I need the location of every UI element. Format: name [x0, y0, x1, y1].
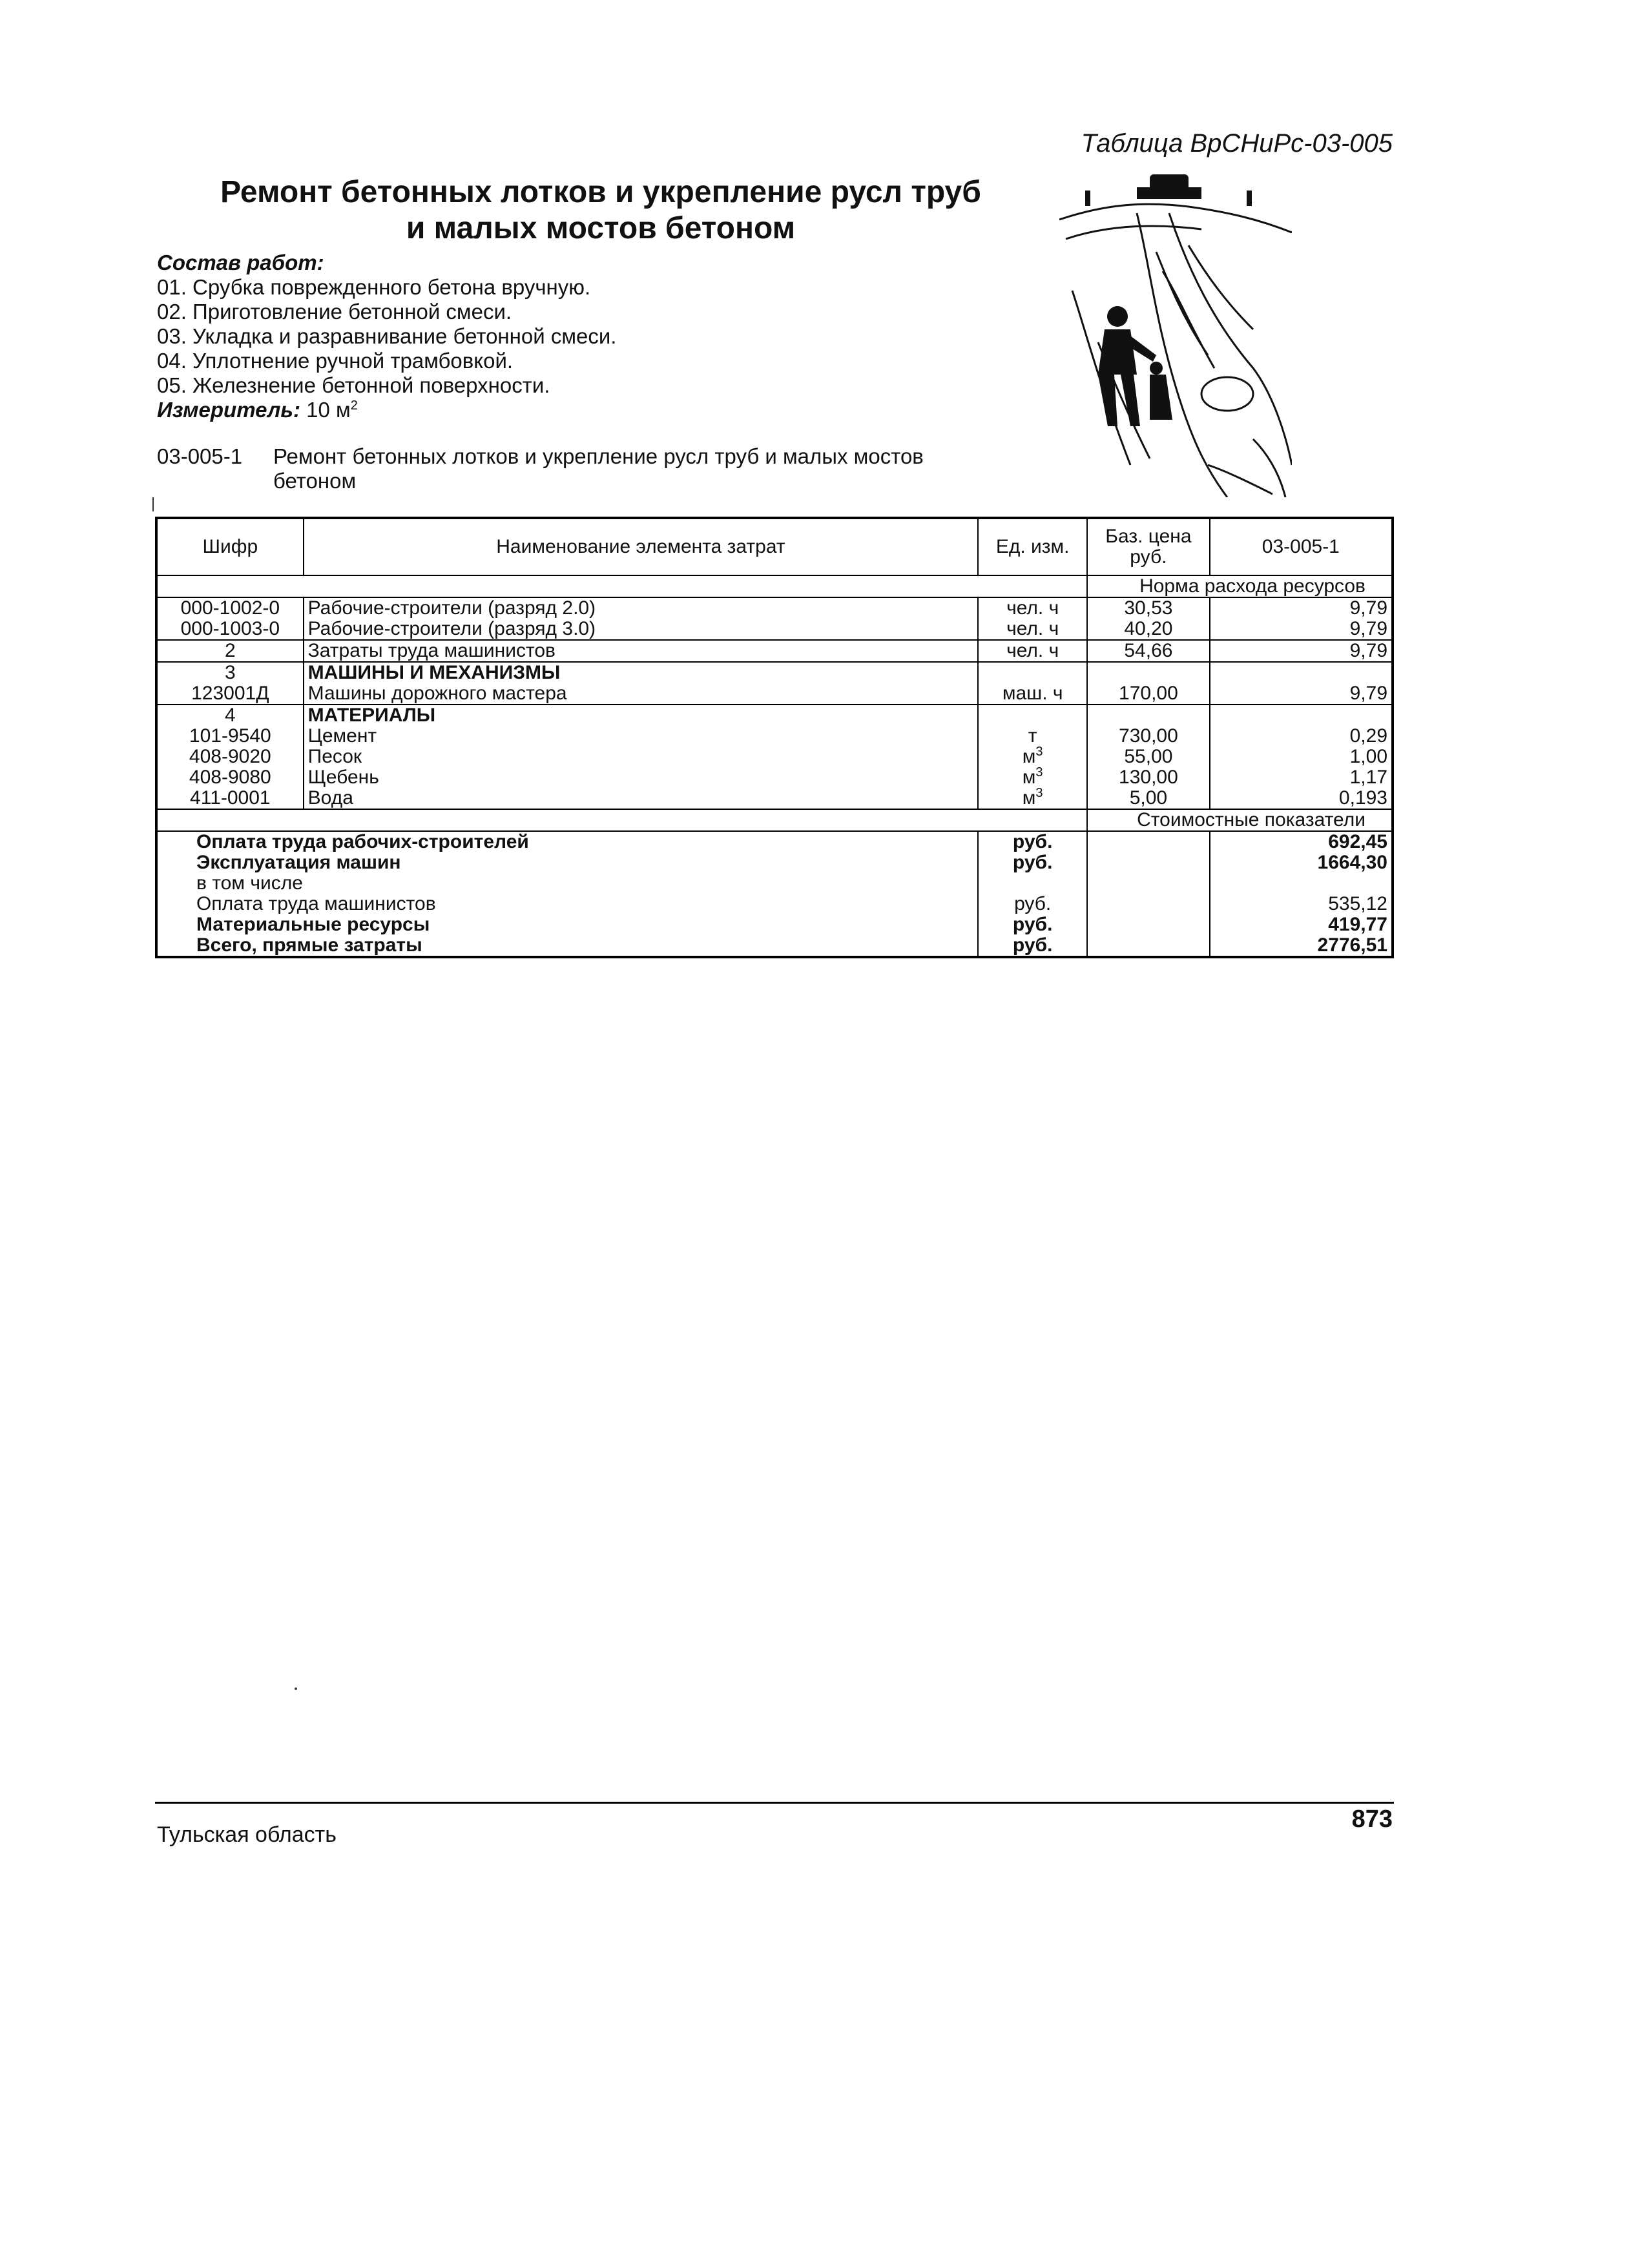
section-costs: Стоимостные показатели — [1087, 809, 1393, 831]
material-unit: м — [1022, 746, 1036, 767]
cost-unit: руб. — [1014, 893, 1052, 914]
header-price — [1087, 518, 1210, 575]
work-item: 05. Железнение бетонной поверхности. — [157, 373, 550, 397]
material-norm: 0,193 — [1338, 787, 1387, 809]
table-row — [156, 705, 1393, 809]
material-name: Цемент — [307, 725, 377, 747]
materials-units — [978, 705, 1087, 809]
header-code: Шифр — [156, 518, 304, 575]
cost-price-empty — [1087, 831, 1210, 957]
labor-code: 000-1002-0 — [180, 597, 280, 619]
machines-names — [304, 662, 979, 705]
materials-codes — [156, 705, 304, 809]
labor-price: 30,53 — [1124, 597, 1173, 619]
machines-norm: 9,79 — [1349, 683, 1387, 704]
machines-group-code: 3 — [224, 662, 236, 683]
table-row — [156, 831, 1393, 957]
measure-line — [157, 398, 616, 422]
material-price: 130,00 — [1119, 767, 1178, 788]
machines-codes — [156, 662, 304, 705]
drivers-name: Затраты труда машинистов — [304, 640, 979, 662]
machines-unit-cell — [978, 662, 1087, 705]
cost-value: 2776,51 — [1317, 934, 1387, 956]
material-unit-sup: 3 — [1035, 765, 1043, 779]
machines-norm-cell — [1210, 662, 1393, 705]
cost-name: Материальные ресурсы — [196, 914, 430, 935]
cost-unit: руб. — [1012, 914, 1053, 935]
material-name: Песок — [307, 746, 362, 767]
cost-table — [155, 517, 1394, 958]
footer-region: Тульская область — [157, 1822, 337, 1847]
table-header-row — [156, 518, 1393, 575]
materials-group-name: МАТЕРИАЛЫ — [307, 705, 436, 726]
material-code: 411-0001 — [190, 787, 271, 809]
drivers-unit: чел. ч — [978, 640, 1087, 662]
labor-unit: чел. ч — [1006, 597, 1059, 619]
scan-mark — [152, 497, 154, 511]
machines-price: 170,00 — [1119, 683, 1178, 704]
table-row — [156, 640, 1393, 662]
cost-name: Всего, прямые затраты — [196, 934, 422, 956]
materials-prices — [1087, 705, 1210, 809]
material-unit: м — [1022, 787, 1036, 809]
footer-divider — [155, 1802, 1394, 1804]
materials-group-code: 4 — [224, 705, 236, 726]
item-text-1: Ремонт бетонных лотков и укрепление русл труб и малых мостов — [273, 444, 924, 468]
cost-value: 535,12 — [1328, 893, 1387, 914]
work-item: 04. Уплотнение ручной трамбовкой. — [157, 349, 514, 373]
drivers-code: 2 — [156, 640, 304, 662]
labor-codes — [156, 597, 304, 640]
material-code: 408-9020 — [189, 746, 271, 767]
material-unit-sup: 3 — [1035, 745, 1043, 759]
machines-code: 123001Д — [191, 683, 269, 704]
material-price: 730,00 — [1119, 725, 1178, 747]
machines-price-cell — [1087, 662, 1210, 705]
material-norm: 1,17 — [1349, 767, 1387, 788]
work-item: 03. Укладка и разравнивание бетонной смеси. — [157, 324, 617, 348]
machines-group-name: МАШИНЫ И МЕХАНИЗМЫ — [307, 662, 561, 683]
cost-unit: руб. — [1012, 831, 1053, 852]
scan-dot — [295, 1687, 297, 1690]
cost-unit: руб. — [1012, 934, 1053, 956]
labor-name: Рабочие-строители (разряд 2.0) — [307, 597, 596, 619]
item-text-2: бетоном — [273, 469, 357, 493]
labor-norm: 9,79 — [1349, 597, 1387, 619]
labor-norms — [1210, 597, 1393, 640]
machines-unit: маш. ч — [1002, 683, 1063, 704]
cost-value: 692,45 — [1328, 831, 1387, 852]
section-norms: Норма расхода ресурсов — [1087, 575, 1393, 597]
materials-names — [304, 705, 979, 809]
material-name: Щебень — [307, 767, 379, 788]
work-composition — [157, 251, 616, 422]
labor-name: Рабочие-строители (разряд 3.0) — [307, 618, 596, 639]
materials-norms — [1210, 705, 1393, 809]
table-row — [156, 597, 1393, 640]
material-norm: 1,00 — [1349, 746, 1387, 767]
cost-name: в том числе — [196, 872, 303, 894]
drivers-norm: 9,79 — [1210, 640, 1393, 662]
material-price: 5,00 — [1129, 787, 1168, 809]
material-name: Вода — [307, 787, 353, 809]
labor-names — [304, 597, 979, 640]
labor-units — [978, 597, 1087, 640]
material-unit: м — [1022, 767, 1036, 788]
section-row-norms — [156, 575, 1393, 597]
table-label: Таблица ВрСНиРс-03-005 — [1081, 129, 1393, 158]
table-row — [156, 662, 1393, 705]
cost-name: Оплата труда машинистов — [196, 893, 436, 914]
material-code: 408-9080 — [189, 767, 271, 788]
drivers-price: 54,66 — [1087, 640, 1210, 662]
measure-value: 10 м — [306, 398, 351, 422]
page-title — [161, 174, 1040, 247]
header-price-line-2: руб. — [1130, 546, 1167, 568]
header-name: Наименование элемента затрат — [304, 518, 979, 575]
labor-norm: 9,79 — [1349, 618, 1387, 639]
material-unit: т — [1028, 725, 1037, 747]
measure-label: Измеритель: — [157, 398, 300, 422]
cost-name: Оплата труда рабочих-строителей — [196, 831, 529, 852]
header-unit: Ед. изм. — [978, 518, 1087, 575]
material-unit-sup: 3 — [1035, 786, 1043, 800]
cost-units — [978, 831, 1087, 957]
cost-values — [1210, 831, 1393, 957]
labor-unit: чел. ч — [1006, 618, 1059, 639]
cost-names — [156, 831, 978, 957]
header-norm: 03-005-1 — [1210, 518, 1393, 575]
labor-prices — [1087, 597, 1210, 640]
cost-name: Эксплуатация машин — [196, 852, 401, 873]
item-description — [157, 444, 924, 493]
section-spacer — [156, 809, 1087, 831]
work-heading: Состав работ: — [157, 251, 324, 274]
section-row-costs — [156, 809, 1393, 831]
labor-code: 000-1003-0 — [180, 618, 280, 639]
material-price: 55,00 — [1124, 746, 1173, 767]
cost-unit: руб. — [1012, 852, 1053, 873]
cost-value: 1664,30 — [1317, 852, 1387, 873]
title-line-2: и малых мостов бетоном — [406, 211, 796, 245]
item-code: 03-005-1 — [157, 444, 243, 468]
work-item: 02. Приготовление бетонной смеси. — [157, 300, 512, 324]
title-line-1: Ремонт бетонных лотков и укрепление русл труб — [220, 175, 981, 209]
section-spacer — [156, 575, 1087, 597]
cost-value: 419,77 — [1328, 914, 1387, 935]
header-price-line-1: Баз. цена — [1105, 526, 1192, 547]
workers-illustration — [1059, 161, 1292, 497]
measure-sup: 2 — [350, 398, 358, 413]
page-number: 873 — [1351, 1806, 1393, 1833]
machines-name: Машины дорожного мастера — [307, 683, 567, 704]
material-norm: 0,29 — [1349, 725, 1387, 747]
work-item: 01. Срубка поврежденного бетона вручную. — [157, 275, 591, 299]
material-code: 101-9540 — [189, 725, 271, 747]
labor-price: 40,20 — [1124, 618, 1173, 639]
